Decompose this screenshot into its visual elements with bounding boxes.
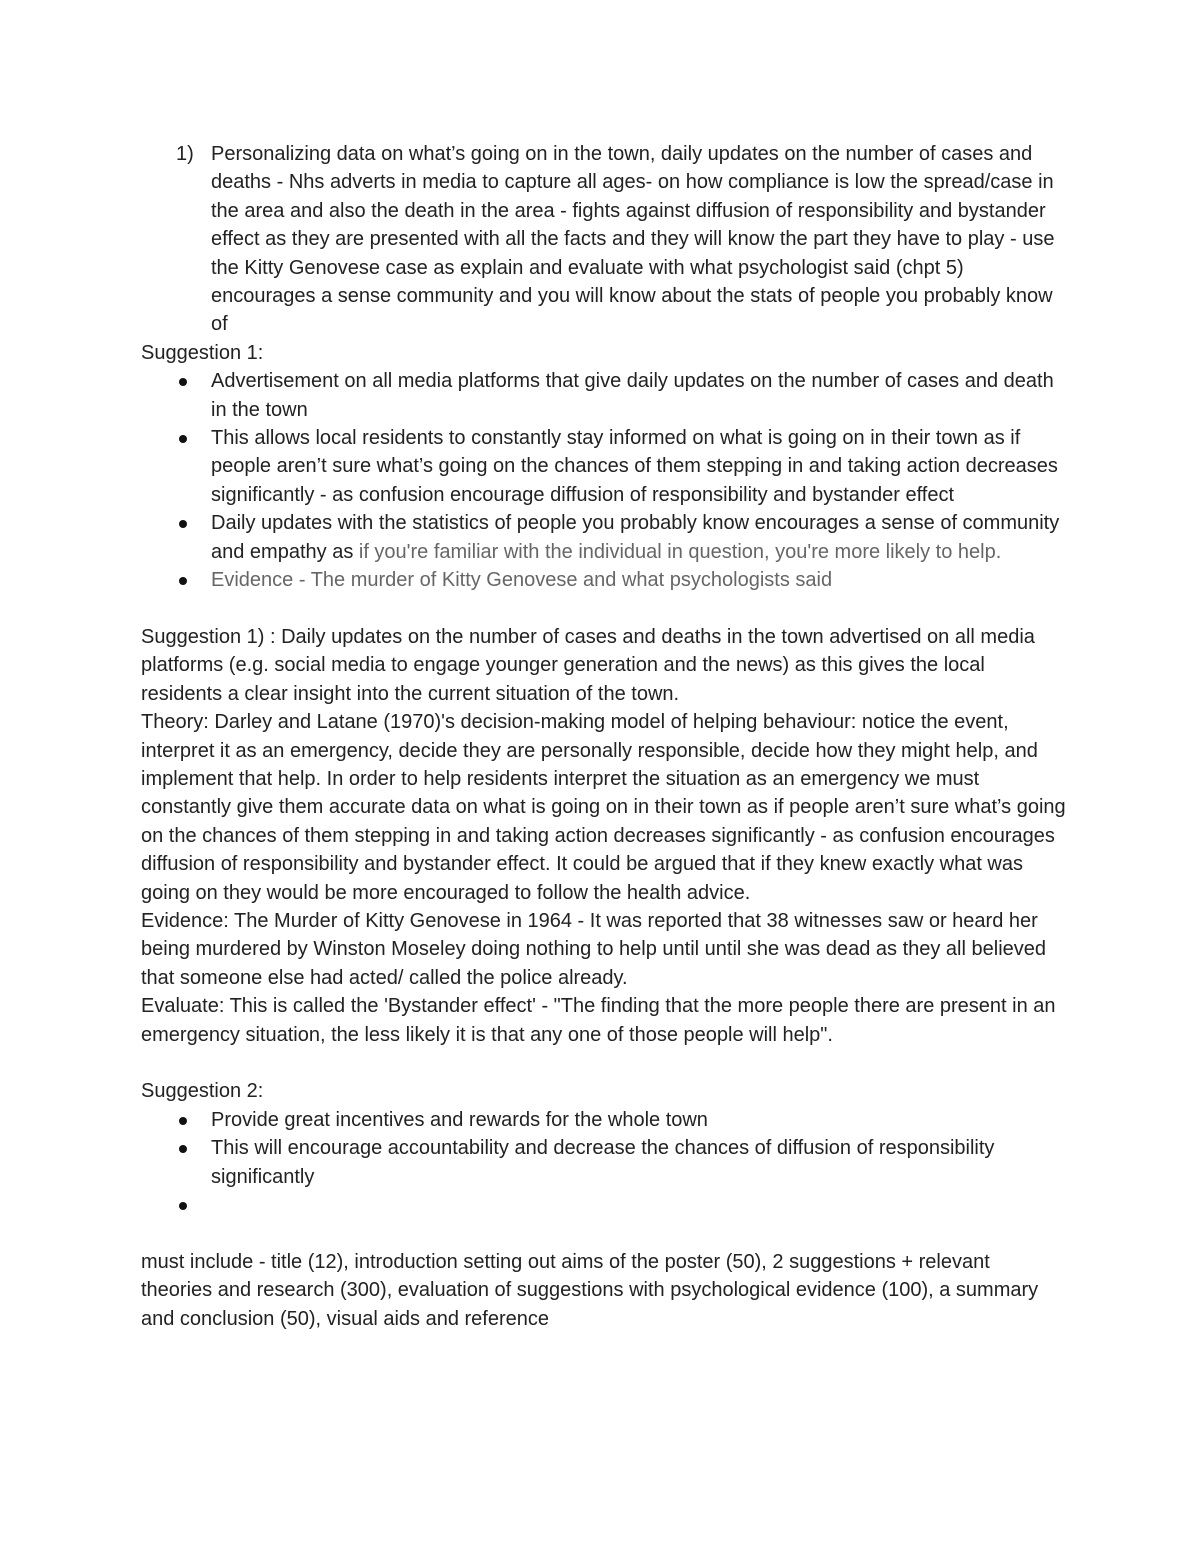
bullet-icon	[141, 509, 211, 566]
bullet-icon	[141, 1134, 211, 1191]
intro-text: Personalizing data on what’s going on in the town, daily updates on the number of cases and deaths - Nhs adverts in media to capture all ages- on how compliance is low the spread/case in the area and also the death in the area - fights against diffusion of responsibility and bystander effect as they are presented with all the facts and they will know the part they have to play - use the Kitty Genovese case as explain and evaluate with what psychologist said (chpt 5) encourages a sense community and you will know about the stats of people you probably know of	[211, 143, 1055, 336]
bullet-text-main: Daily updates with the statistics of people you probably know encourages a sense of community and empathy as	[211, 512, 1060, 563]
bullet-text-muted: if you're familiar with the individual in question, you're more likely to help.	[358, 540, 1002, 563]
suggestion-1-heading: Suggestion 1:	[141, 341, 264, 364]
evaluate-paragraph: Evaluate: This is called the 'Bystander effect' - "The finding that the more people there are present in an emergency situation, the less likely it is that any one of those people will help".	[141, 995, 1056, 1046]
list-item	[141, 1134, 1066, 1191]
bullet-icon	[141, 1191, 211, 1219]
document-page	[141, 140, 1066, 1333]
bullet-icon	[141, 566, 211, 594]
blank-line	[141, 1219, 1066, 1247]
evidence-text: It was reported that 38 witnesses saw or heard her being murdered by Winston Moseley doing nothing to help until until she was dead as they all believed that someone else had acted/ called the police already.	[141, 909, 1046, 989]
bullet-text: Provide great incentives and rewards for the whole town	[211, 1108, 708, 1131]
suggestion-2-bullets	[141, 1106, 1066, 1220]
bullet-text: Advertisement on all media platforms that give daily updates on the number of cases and death in the town	[211, 370, 1054, 421]
list-item	[141, 367, 1066, 424]
bullet-text	[211, 509, 1066, 566]
list-item	[141, 1191, 1066, 1219]
evidence-paragraph	[141, 907, 1066, 992]
list-item	[141, 566, 1066, 594]
bullet-text: This allows local residents to constantly stay informed on what is going on in their town as if people aren’t sure what’s going on the chances of them stepping in and taking action decreases significantly - as confusion encourage diffusion of responsibility and bystander effect	[211, 427, 1058, 506]
blank-line	[141, 595, 1066, 623]
bullet-text	[211, 1191, 1066, 1219]
bullet-icon	[141, 424, 211, 509]
list-item	[141, 509, 1066, 566]
bullet-text: Evidence - The murder of Kitty Genovese and what psychologists said	[211, 569, 833, 592]
blank-line	[141, 1049, 1066, 1077]
bullet-icon	[141, 1106, 211, 1134]
numbered-item	[141, 140, 1066, 339]
requirements-paragraph: must include - title (12), introduction setting out aims of the poster (50), 2 suggestions + relevant theories and research (300), evaluation of suggestions with psychological evidence (100), a summary and conclusion (50), visual aids and reference	[141, 1250, 1039, 1330]
item-number: 1)	[176, 143, 194, 165]
suggestion-2-heading: Suggestion 2:	[141, 1080, 264, 1103]
theory-paragraph: Theory: Darley and Latane (1970)'s decision-making model of helping behaviour: notice the event, interpret it as an emergency, decide they are personally responsible, decide how they might help, and implement that help. In order to help residents interpret the situation as an emergency we must constantly give them accurate data on what is going on in their town as if people aren’t sure what’s going on the chances of them stepping in and taking action decreases significantly - as confusion encourages diffusion of responsibility and bystander effect. It could be argued that if they knew exactly what was going on they would be more encouraged to follow the health advice.	[141, 711, 1066, 904]
evidence-label: Evidence: The Murder of Kitty Genovese in 1964 -	[141, 909, 590, 932]
list-item	[141, 424, 1066, 509]
bullet-text: This will encourage accountability and decrease the chances of diffusion of responsibility significantly	[211, 1137, 995, 1188]
suggestion-1-intro: Suggestion 1) : Daily updates on the number of cases and deaths in the town advertised on all media platforms (e.g. social media to engage younger generation and the news) as this gives the local residents a clear insight into the current situation of the town.	[141, 625, 1035, 705]
list-item	[141, 1106, 1066, 1134]
suggestion-1-bullets	[141, 367, 1066, 594]
bullet-icon	[141, 367, 211, 424]
